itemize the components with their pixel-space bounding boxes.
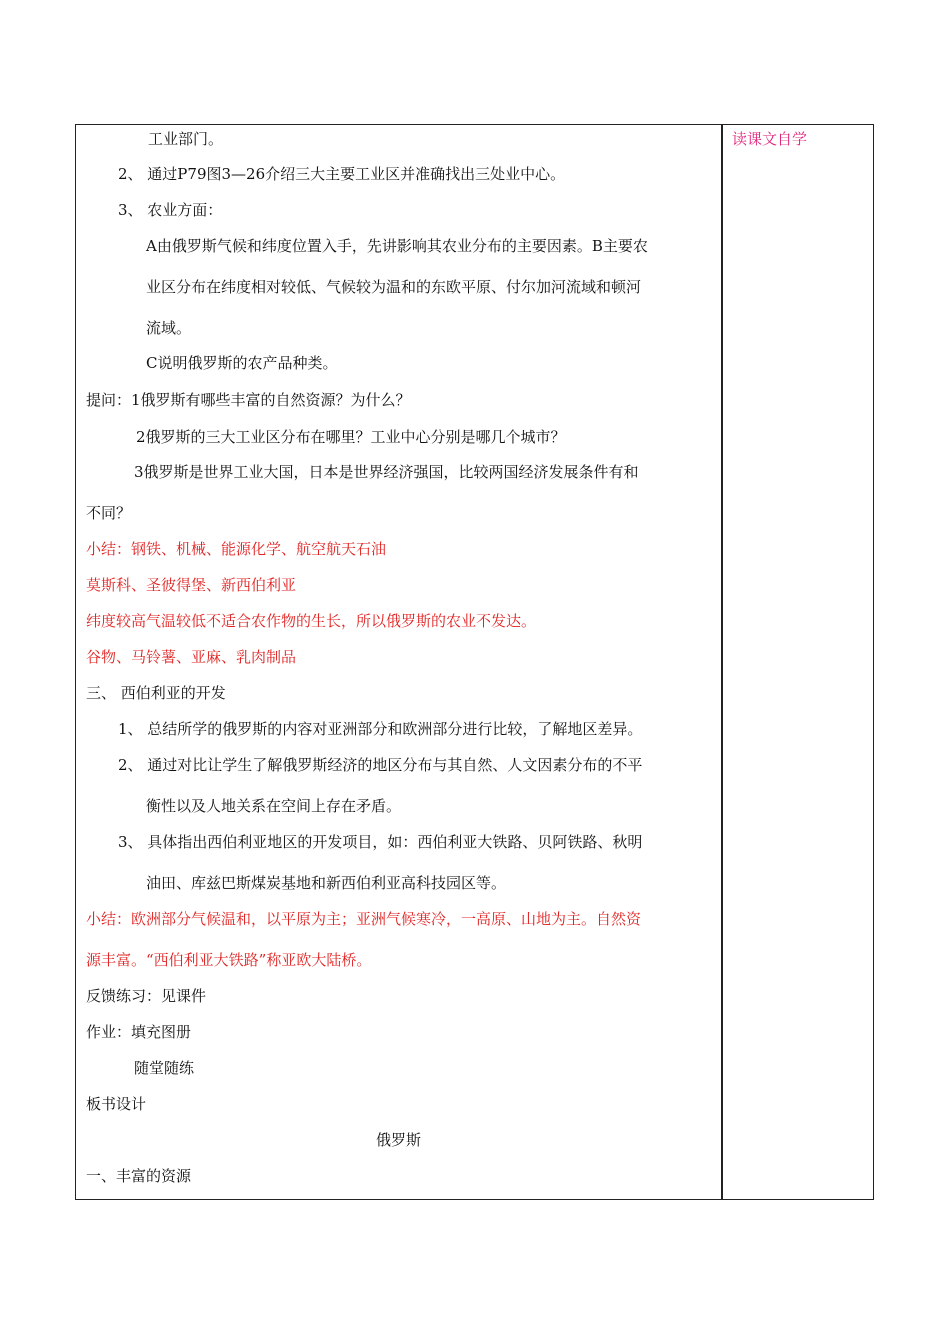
- question-line: 提问：1俄罗斯有哪些丰富的自然资源？为什么？: [86, 391, 411, 409]
- text-line: 流域。: [146, 319, 192, 337]
- text-line: 衡性以及人地关系在空间上存在矛盾。: [146, 797, 402, 815]
- question-line: 2俄罗斯的三大工业区分布在哪里？工业中心分别是哪几个城市？: [136, 428, 566, 446]
- text-line: 业区分布在纬度相对较低、气候较为温和的东欧平原、付尔加河流域和顿河: [146, 278, 642, 296]
- text-line: 板书设计: [86, 1095, 147, 1113]
- text-line: 油田、库兹巴斯煤炭基地和新西伯利亚高科技园区等。: [146, 874, 507, 892]
- text-line: A由俄罗斯气候和纬度位置入手，先讲影响其农业分布的主要因素。B主要农: [146, 237, 648, 255]
- question-line: 3俄罗斯是世界工业大国，日本是世界经济强国，比较两国经济发展条件有和: [134, 463, 639, 481]
- text-line: 2、 通过P79图3—26介绍三大主要工业区并准确找出三处业中心。: [118, 165, 566, 183]
- column-divider: [721, 124, 723, 1200]
- summary-line: 源丰富。“西伯利亚大铁路”称亚欧大陆桥。: [86, 951, 372, 969]
- text-line: 1、 总结所学的俄罗斯的内容对亚洲部分和欧洲部分进行比较，了解地区差异。: [118, 720, 643, 738]
- summary-line: 小结：欧洲部分气候温和，以平原为主；亚洲气候寒冷，一高原、山地为主。自然资: [86, 910, 642, 928]
- section-heading: 三、 西伯利亚的开发: [86, 684, 226, 702]
- summary-line: 小结：钢铁、机械、能源化学、航空航天石油: [86, 540, 387, 558]
- summary-line: 莫斯科、圣彼得堡、新西伯利亚: [86, 576, 297, 594]
- text-line: 反馈练习：见课件: [86, 987, 207, 1005]
- board-title: 俄罗斯: [376, 1131, 422, 1149]
- side-note: 读课文自学: [732, 130, 808, 148]
- text-line: 2、 通过对比让学生了解俄罗斯经济的地区分布与其自然、人文因素分布的不平: [118, 756, 643, 774]
- text-line: 3、 农业方面：: [118, 201, 223, 219]
- text-line: 3、 具体指出西伯利亚地区的开发项目，如：西伯利亚大铁路、贝阿铁路、秋明: [118, 833, 643, 851]
- text-line: 工业部门。: [148, 130, 224, 148]
- summary-line: 纬度较高气温较低不适合农作物的生长，所以俄罗斯的农业不发达。: [86, 612, 537, 630]
- question-line: 不同？: [86, 504, 132, 522]
- summary-line: 谷物、马铃薯、亚麻、乳肉制品: [86, 648, 297, 666]
- text-line: 一、丰富的资源: [86, 1167, 192, 1185]
- text-line: 随堂随练: [134, 1059, 195, 1077]
- text-line: C说明俄罗斯的农产品种类。: [146, 354, 338, 372]
- text-line: 作业：填充图册: [86, 1023, 192, 1041]
